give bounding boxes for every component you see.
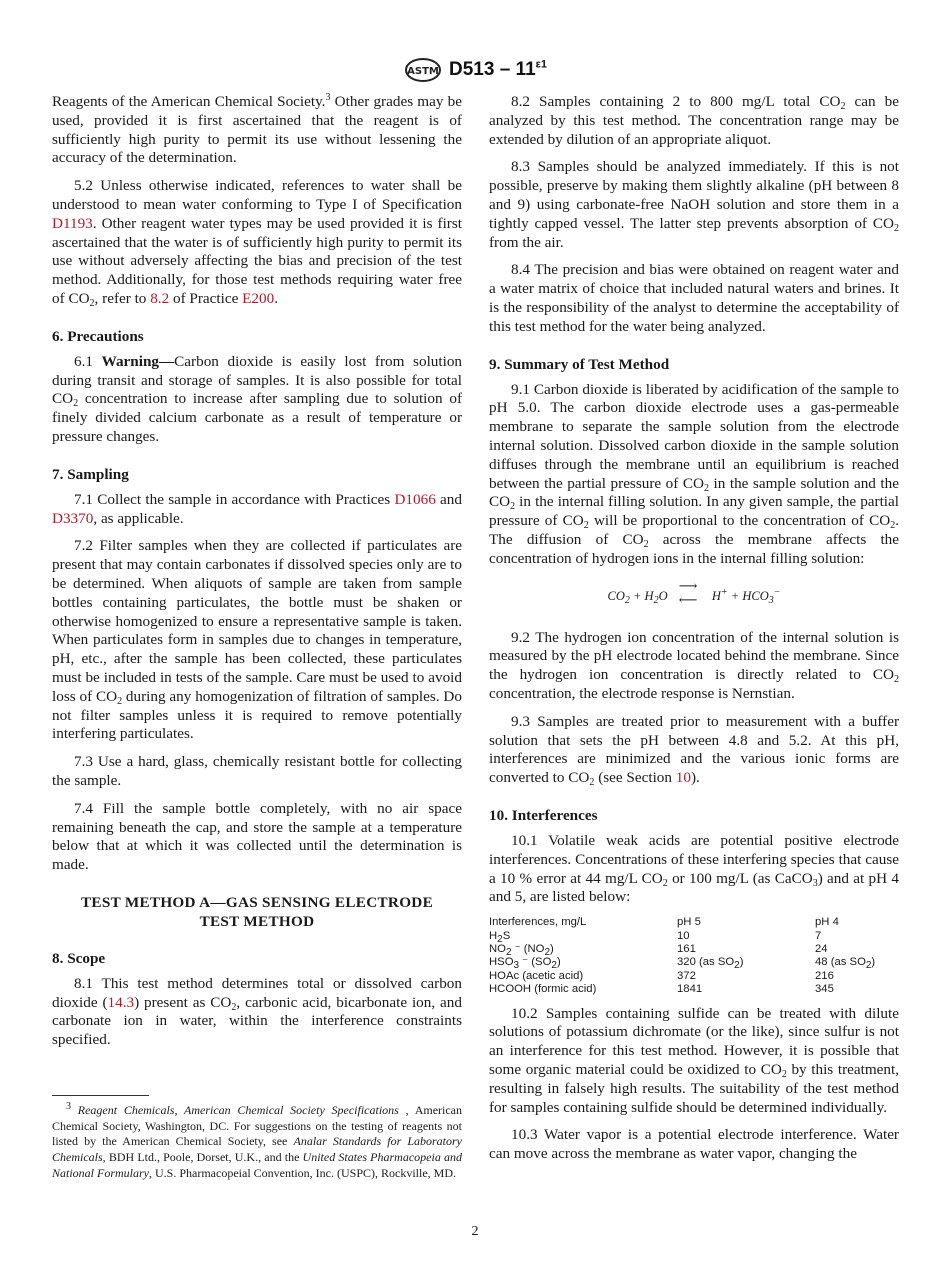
paragraph-7-1: 7.1 Collect the sample in accordance with Practices D1066 and D3370, as applicable.	[52, 490, 462, 527]
paragraph-8-2: 8.2 Samples containing 2 to 800 mg/L total $CO_2$ can be analyzed by this test method. The concentration range may be extended by dilution of an appropriate aliquot.	[489, 93, 899, 148]
table-cell: 320 (as $SO_2$)	[677, 956, 744, 972]
page-number: 2	[471, 1224, 479, 1239]
table-row	[489, 943, 899, 956]
paragraph-8-1: 8.1 This test method determines total or dissolved carbon dioxide (14.3) present as $CO_2$, carbonic acid, bicarbonate ion, and carbonate ion in water, within the interference constraints specified.	[52, 974, 462, 1049]
table-cell: HOAc (acetic acid)	[489, 969, 584, 982]
section-7-heading: 7. Sampling	[52, 465, 129, 483]
link-14-3[interactable]: 14.3	[107, 993, 135, 1011]
paragraph-10-3: 10.3 Water vapor is a potential electrode interference. Water can move across the membrane as water vapor, changing the	[489, 1126, 899, 1163]
footnote-divider	[52, 1095, 149, 1096]
table-cell: 48 (as $SO_2$)	[815, 956, 876, 972]
table-header-row	[489, 916, 899, 929]
paragraph-7-3: 7.3 Use a hard, glass, chemically resistant bottle for collecting the sample.	[52, 753, 462, 789]
table-row	[489, 983, 899, 996]
paragraph-7-4: 7.4 Fill the sample bottle completely, with no air space remaining beneath the cap, and store the sample at a temperature below that at which it was collected until the determination is made.	[52, 799, 462, 874]
table-row	[489, 956, 899, 969]
link-d1066[interactable]: D1066	[394, 490, 436, 508]
paragraph-9-3: 9.3 Samples are treated prior to measurement with a buffer solution that sets the pH between 4.8 and 5.2. At this pH, interferences are minimized and the various ionic forms are converted to $CO_2$ (see Section 10).	[489, 712, 899, 789]
table-cell: HCOOH (formic acid)	[489, 983, 597, 996]
paragraph-8-4: 8.4 The precision and bias were obtained on reagent water and a water matrix of choice that included natural waters and brines. It is the responsibility of the analyst to determine the acceptability of this test method for the water being analyzed.	[489, 261, 899, 335]
section-10-heading: 10. Interferences	[489, 806, 598, 824]
table-row	[489, 930, 899, 943]
link-section-10[interactable]: 10	[675, 769, 691, 787]
section-8-heading: 8. Scope	[52, 949, 106, 967]
table-header-cell: Interferences, mg/L	[489, 916, 587, 929]
link-d3370[interactable]: D3370	[52, 509, 94, 527]
section-9-heading: 9. Summary of Test Method	[489, 355, 670, 373]
table-cell: 161	[677, 942, 696, 955]
link-8-2[interactable]: 8.2	[150, 289, 170, 307]
equilibrium-arrows-icon: ⟶ ⟵	[678, 577, 698, 607]
page-header	[0, 55, 950, 85]
paragraph-10-1: 10.1 Volatile weak acids are potential positive electrode interferences. Concentrations of these interfering species that cause a 10 % error at 44 mg/L $CO_2$ or 100 mg/L (as CaCO$_3$) and at pH 4 and 5, are listed below:	[489, 831, 899, 906]
paragraph-5-2: 5.2 Unless otherwise indicated, references to water shall be understood to mean water conforming to Type I of Specification D1193. Other reagent water types may be used provided it is first ascertained that the water is of sufficiently high purity to permit its use without adversely affecting the bias and precision of the test method. Additionally, for those test methods requiring water free of $CO_2$, refer to 8.2 of Practice E200.	[52, 177, 462, 309]
table-cell: 10	[677, 929, 690, 942]
link-e200[interactable]: E200	[242, 289, 275, 307]
interferences-table	[489, 916, 899, 996]
paragraph-10-2: 10.2 Samples containing sulfide can be treated with dilute solutions of potassium dichromate (or the like), since sulfur is not an interference for this test method. However, it is possible that some organic material could be oxidized to $CO_2$ by this treatment, resulting in falsely high results. The suitability of the test method for samples containing sulfide should be determined individually.	[489, 1004, 899, 1116]
table-cell: 24	[815, 942, 828, 955]
table-cell: 7	[815, 929, 822, 942]
document-id: $D513 - 11^{\varepsilon 1}$	[449, 58, 547, 80]
footnote-3: $^3$ Reagent Chemicals, American Chemical Society Specifications , American Chemical Society, Washington, DC. For suggestions on the testing of reagents not listed by the American Chemical Society, see Analar Standards for Laboratory Chemicals, BDH Ltd., Poole, Dorset, U.K., and the United States Pharmacopeia and National Formulary, U.S. Pharmacopeial Convention, Inc. (USPC), Rockville, MD.	[52, 1101, 463, 1180]
table-row	[489, 970, 899, 983]
paragraph-6-1: 6.1 Warning—Carbon dioxide is easily lost from solution during transit and storage of samples. It is also possible for total $CO_2$ concentration to increase after sampling due to solution of finely divided calcium carbonate as a result of temperature or pressure changes.	[52, 352, 463, 445]
link-d1193[interactable]: D1193	[52, 214, 93, 232]
table-cell: $HSO_3$ ⁻ $(SO_2)$	[489, 956, 561, 972]
left-column	[52, 93, 462, 1059]
test-method-a-heading: TEST METHOD A—GAS SENSING ELECTRODE TEST METHOD	[80, 893, 434, 930]
table-cell: 1841	[677, 983, 703, 996]
table-cell: 372	[677, 969, 696, 982]
paragraph-9-1: 9.1 Carbon dioxide is liberated by acidification of the sample to pH 5.0. The carbon dioxide electrode uses a gas-permeable membrane to separate the sample solution from the electrode internal solution. Dissolved carbon dioxide in the sample solution diffuses through the membrane until an equilibrium is reached between the partial pressure of $CO_2$ in the sample solution and the $CO_2$ in the internal filling solution. In any given sample, the partial pressure of $CO_2$ will be proportional to the concentration of $CO_2$. The diffusion of $CO_2$ across the membrane affects the concentration of hydrogen ions in the internal filling solution:	[489, 380, 899, 567]
right-column	[489, 93, 899, 1173]
table-cell: 345	[815, 983, 834, 996]
table-header-cell: pH 4	[815, 916, 839, 929]
table-cell: 216	[815, 969, 834, 982]
table-header-cell: pH 5	[677, 916, 701, 929]
paragraph-9-2: 9.2 The hydrogen ion concentration of the internal solution is measured by the pH electrode located behind the membrane. Since the hydrogen ion concentration is directly related to $CO_2$ concentration, the electrode response is Nernstian.	[489, 628, 899, 702]
paragraph-5-1-continued: Reagents of the American Chemical Society.$^3$ Other grades may be used, provided it is first ascertained that the reagent is of sufficiently high purity to permit its use without lessening the accuracy of the determination.	[52, 91, 462, 167]
paragraph-8-3: 8.3 Samples should be analyzed immediately. If this is not possible, preserve by making them slightly alkaline (pH between 8 and 9) using carbonate-free NaOH solution and store them in a tightly capped vessel. The latter step prevents absorption of $CO_2$ from the air.	[489, 158, 899, 251]
astm-logo-icon	[403, 57, 443, 83]
table-cell: $H_2S$	[489, 929, 511, 945]
table-cell: $NO_2$ ⁻ $(NO_2)$	[489, 942, 554, 958]
paragraph-7-2: 7.2 Filter samples when they are collected if particulates are present that may contain carbonates if dissolved species only are to be determined. When aliquots of sample are taken from sample bottles containing particulates, the bottle must be shaken or otherwise homogenized to ensure a representative sample is taken. When particulates form in samples due to changes in temperature, pH, etc., after the sample has been collected, these particulates must be included in tests of the sample. Care must be used to avoid loss of $CO_2$ during any homogenization of filtration of samples. Do not filter samples unless it is required to remove potentially interfering particulates.	[52, 537, 462, 743]
footnote-reference[interactable]: 3	[325, 91, 331, 103]
svg-text:ASTM: ASTM	[407, 66, 439, 77]
section-6-heading: 6. Precautions	[52, 327, 144, 345]
equilibrium-equation: $CO_2 + H_2O$ ⟶ ⟵ $H^+ + HCO_3^-$	[607, 577, 781, 607]
